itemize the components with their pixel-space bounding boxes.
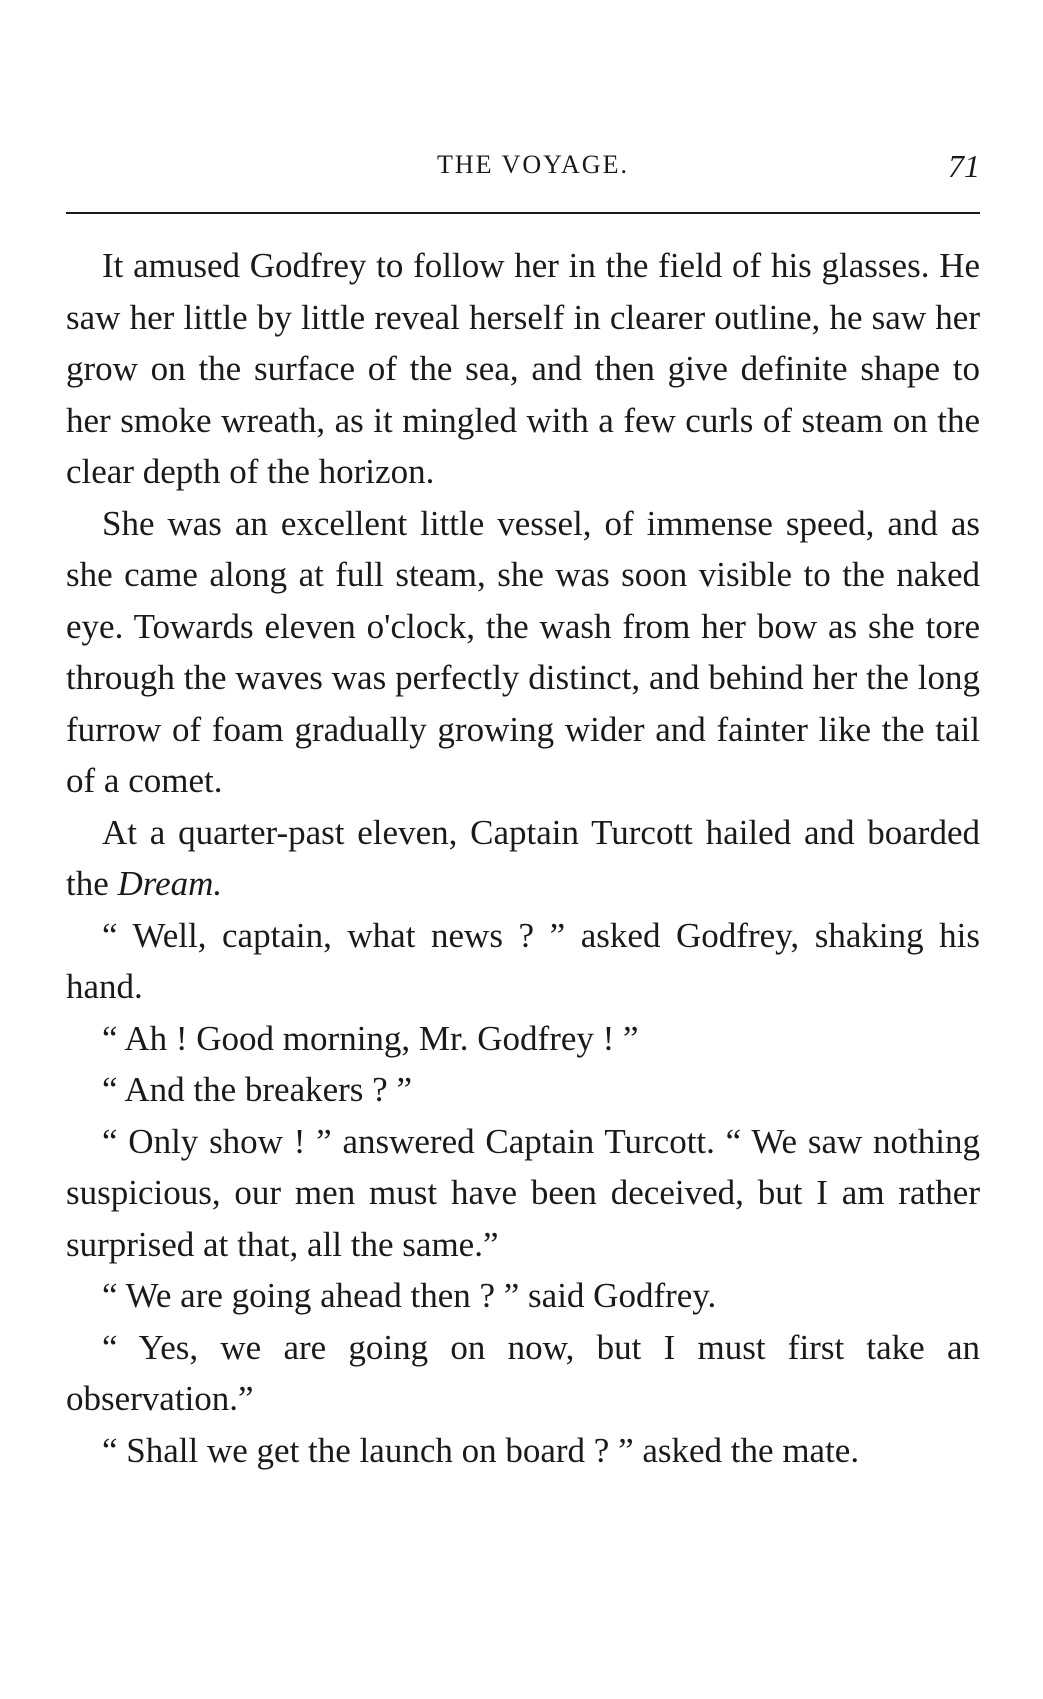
paragraph-4: “ Well, captain, what news ? ” asked Godfrey, shaking his hand. [66,915,980,1006]
paragraph-1: It amused Godfrey to follow her in the field of his glasses. He saw her little by little reveal herself in clearer outline, he saw her grow on the surface of the sea, and then give definite shape to her smoke wreath, as it mingled with a few curls of steam on the clear depth of the horizon. [66,246,980,491]
paragraph-3-text: At a quarter-past eleven, Captain Turcott hailed and boarded the [66,812,980,903]
ship-name: Dream. [117,864,223,903]
running-title: THE VOYAGE. [437,150,629,179]
paragraph-3 [66,807,980,910]
paragraph-5: “ Ah ! Good morning, Mr. Godfrey ! ” [102,1018,639,1058]
paragraph-6: “ And the breakers ? ” [102,1070,412,1109]
page-number: 71 [948,148,980,184]
header-rule [66,212,980,214]
paragraph-2: She was an excellent little vessel, of immense speed, and as she came along at full steam, she was soon visible to the naked eye. Towards eleven o'clock, the wash from her bow as she tore through the waves was perfectly distinct, and behind her the long furrow of foam gradually growing wider and fainter like the tail of a comet. [66,503,980,800]
book-page [66,150,980,1476]
page-header [66,150,980,200]
paragraph-7: “ Only show ! ” answered Captain Turcott. “ We saw nothing suspicious, our men must have been deceived, but I am rather surprised at that, all the same.” [66,1121,980,1264]
paragraph-10: “ Shall we get the launch on board ? ” asked the mate. [102,1430,860,1470]
paragraph-8: “ We are going ahead then ? ” said Godfrey. [102,1276,717,1315]
text-body [66,240,980,1476]
paragraph-9: “ Yes, we are going on now, but I must first take an observation.” [66,1327,980,1418]
